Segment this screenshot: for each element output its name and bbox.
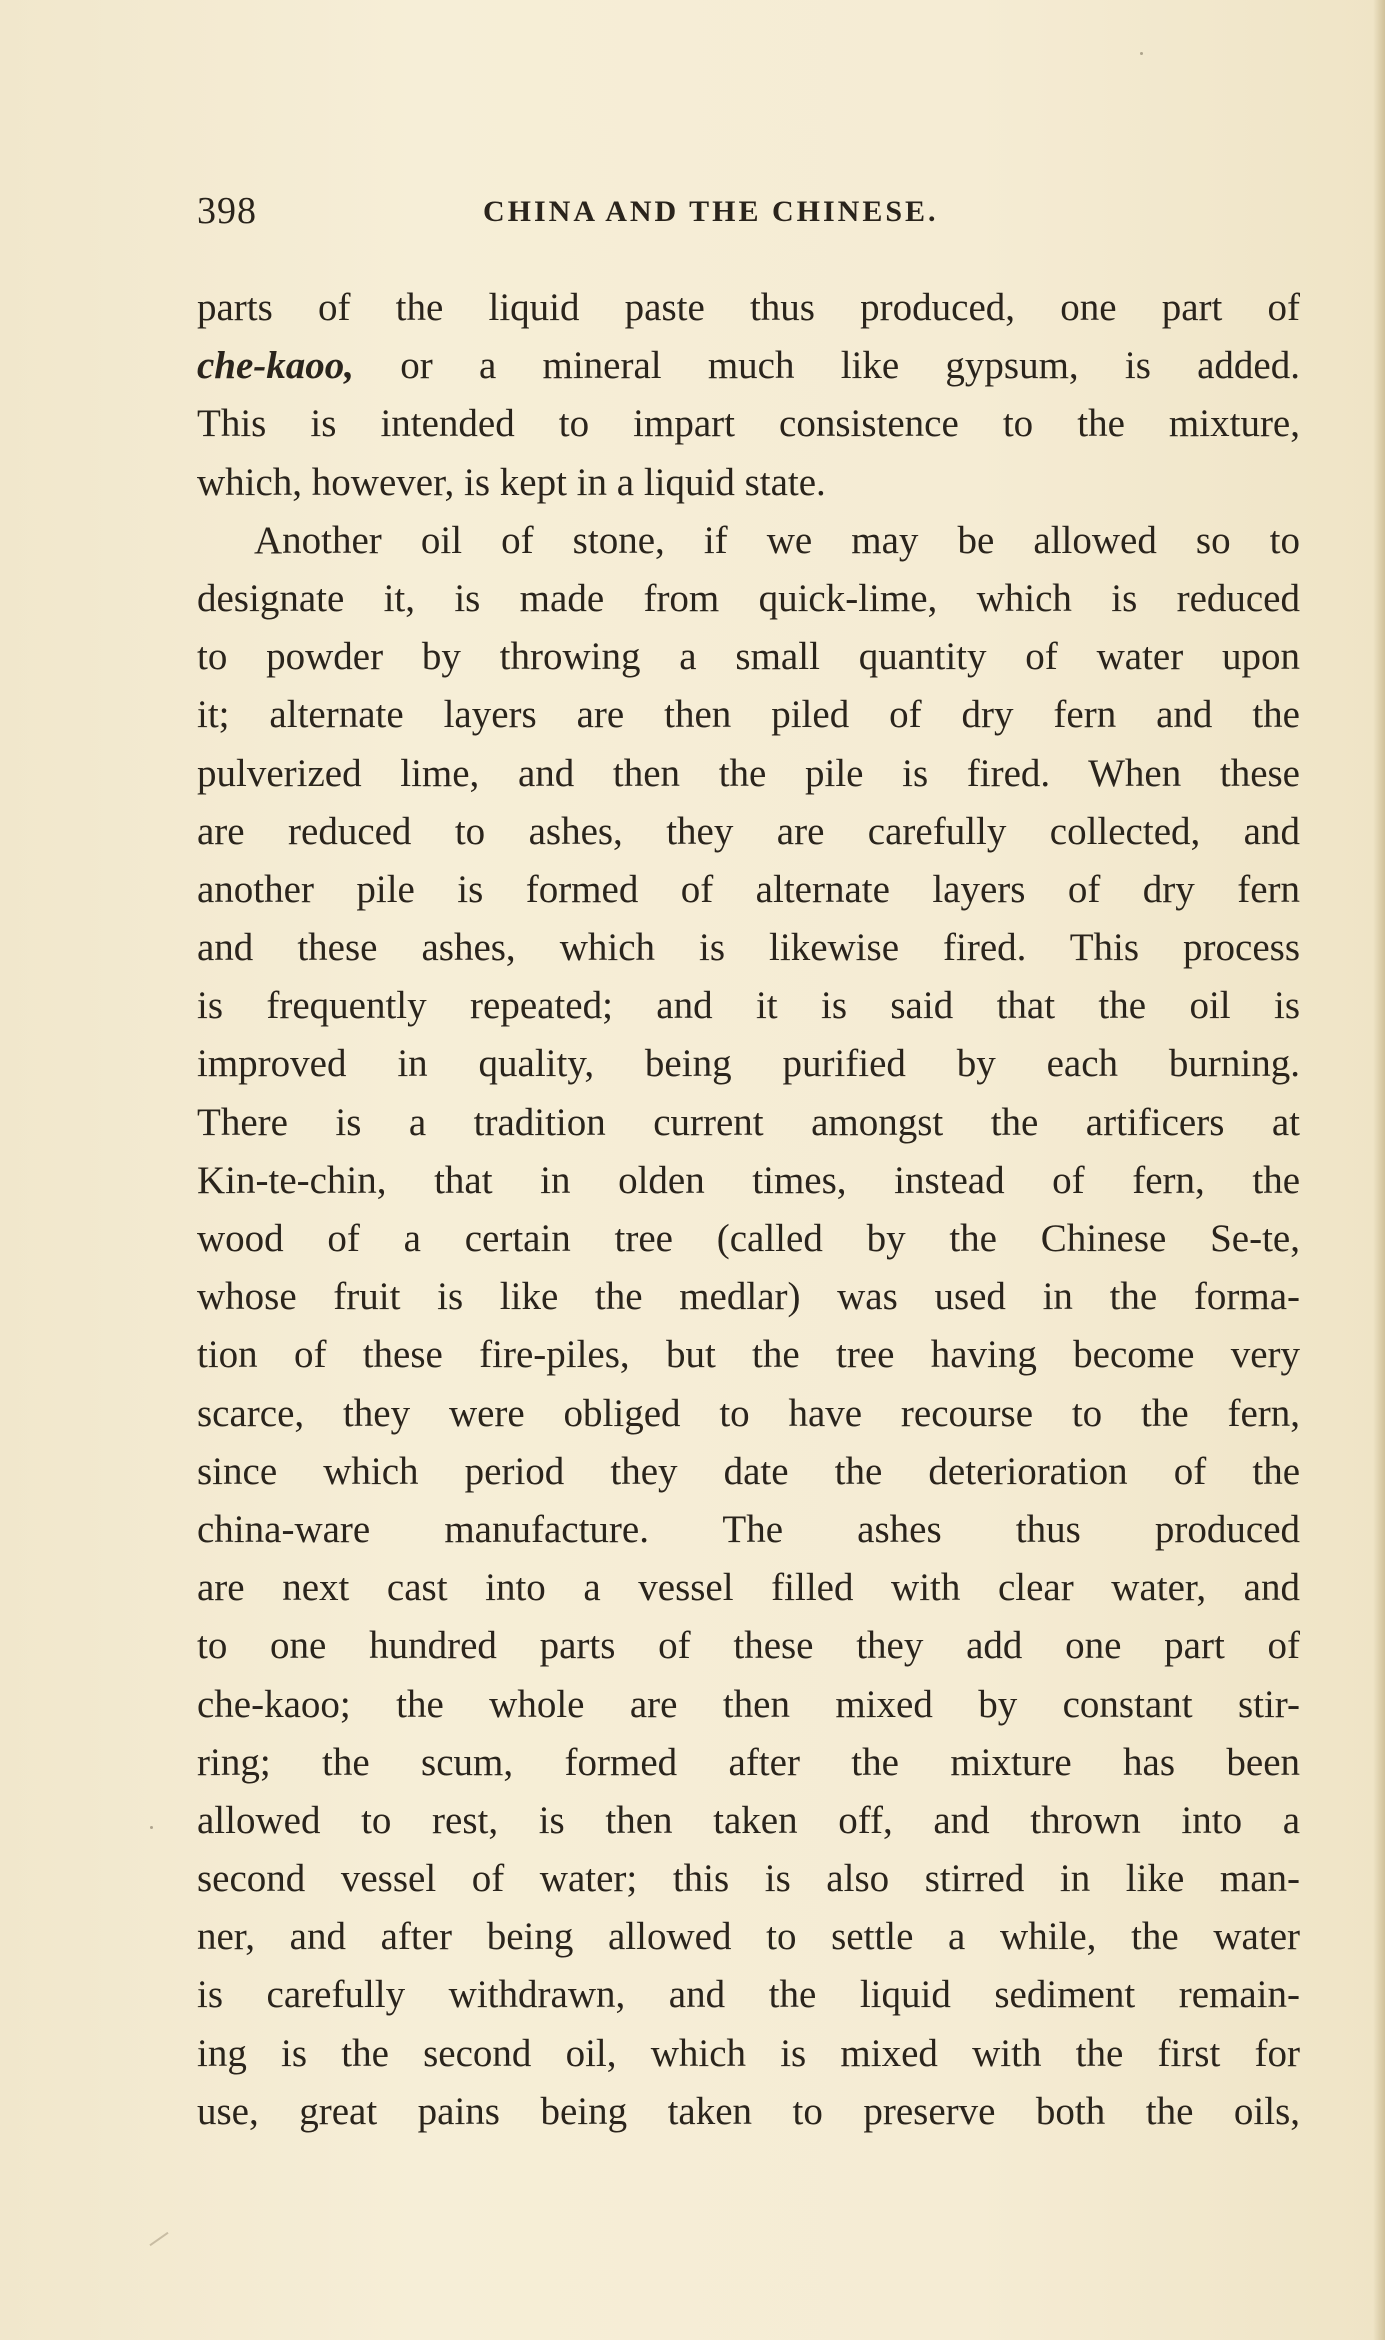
text-line: to powder by throwing a small quantity of water upon [197, 635, 1300, 679]
text-line: is carefully withdrawn, and the liquid sediment remain- [197, 1973, 1300, 2017]
text-line: to one hundred parts of these they add one part of [197, 1624, 1300, 1668]
text-line: ing is the second oil, which is mixed with the first for [197, 2031, 1300, 2075]
text-line: another pile is formed of alternate layers of dry fern [197, 867, 1300, 911]
text-line: There is a tradition current amongst the artificers at [197, 1100, 1300, 1144]
text-line: wood of a certain tree (called by the Chinese Se-te, [197, 1217, 1300, 1260]
text-line: second vessel of water; this is also stirred in like man- [197, 1857, 1300, 1901]
paper-scratch [149, 2232, 168, 2246]
text-line: it; alternate layers are then piled of dry fern and the [197, 693, 1300, 737]
paragraph-start-line: Another oil of stone, if we may be allowed so to [254, 518, 1300, 562]
text-line: allowed to rest, is then taken off, and thrown into a [197, 1798, 1300, 1842]
text-line: designate it, is made from quick-lime, which is reduced [197, 576, 1300, 620]
text-line: ner, and after being allowed to settle a while, the water [197, 1915, 1300, 1959]
running-title: CHINA AND THE CHINESE. [483, 195, 939, 228]
text-line: are next cast into a vessel filled with clear water, and [197, 1566, 1300, 1610]
page-number: 398 [197, 190, 257, 232]
text-line: china-ware manufacture. The ashes thus produced [197, 1507, 1300, 1551]
paragraph-end-line: which, however, is kept in a liquid state. [197, 460, 826, 504]
text-line: Kin-te-chin, that in olden times, instead of fern, the [197, 1158, 1300, 1202]
paper-speck [1140, 52, 1143, 55]
text-line: ring; the scum, formed after the mixture has been [197, 1740, 1300, 1784]
text-line: use, great pains being taken to preserve both the oils, [197, 2089, 1300, 2133]
text-line: improved in quality, being purified by each burning. [197, 1042, 1300, 1086]
text-line: scarce, they were obliged to have recourse to the fern, [197, 1391, 1300, 1435]
text-line: are reduced to ashes, they are carefully collected, and [197, 809, 1300, 853]
text-line: since which period they date the deterioration of the [197, 1449, 1300, 1493]
italic-term: che-kaoo, [197, 344, 355, 388]
text-line: parts of the liquid paste thus produced, one part of [197, 286, 1300, 329]
page-edge-shadow [1373, 0, 1385, 2340]
body-text [197, 279, 1300, 2141]
text-line: This is intended to impart consistence to the mixture, [197, 402, 1300, 446]
paper-speck [150, 1826, 153, 1829]
text-line: tion of these fire-piles, but the tree having become very [197, 1333, 1300, 1377]
text-line: che-kaoo; the whole are then mixed by constant stir- [197, 1682, 1300, 1726]
text-line: and these ashes, which is likewise fired. This process [197, 926, 1300, 970]
text-line: pulverized lime, and then the pile is fired. When these [197, 751, 1300, 795]
running-head [197, 186, 1042, 236]
text-line: che-kaoo, or a mineral much like gypsum, is added. [197, 344, 1300, 388]
text-line: whose fruit is like the medlar) was used in the forma- [197, 1275, 1300, 1319]
text-line: is frequently repeated; and it is said that the oil is [197, 984, 1300, 1028]
